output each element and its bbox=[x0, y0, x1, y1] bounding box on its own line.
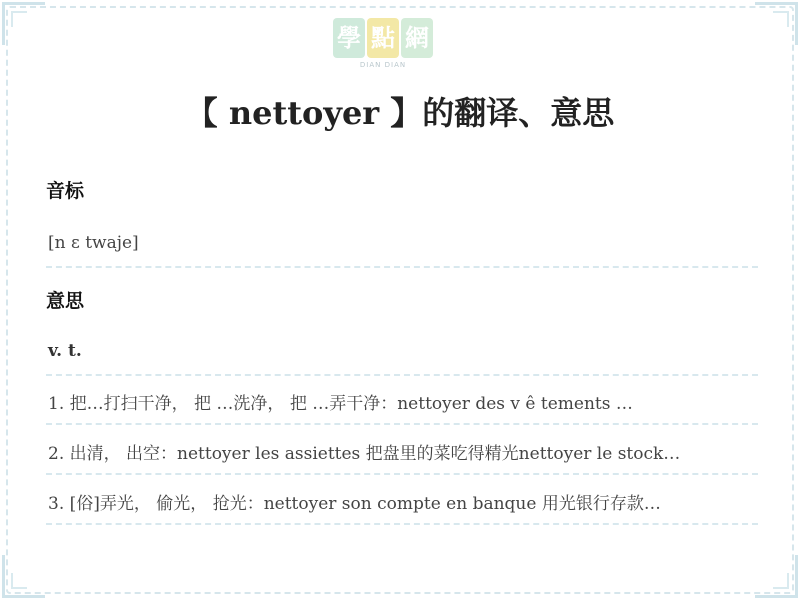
phonetic-text: [n ɛ twaje] bbox=[48, 233, 139, 253]
corner-ornament bbox=[2, 555, 45, 598]
divider bbox=[46, 266, 758, 268]
definition-item: 3. [俗]弄光， 偷光， 抢光：nettoyer son compte en banque 用光银行存款… bbox=[48, 494, 661, 514]
site-logo bbox=[330, 18, 436, 78]
logo-char: 學 bbox=[333, 18, 365, 58]
logo-char: 網 bbox=[401, 18, 433, 58]
corner-ornament bbox=[755, 2, 798, 45]
definition-item: 1. 把…打扫干净， 把 …洗净， 把 …弄干净：nettoyer des v ê tements … bbox=[48, 394, 633, 414]
definition-item: 2. 出清， 出空：nettoyer les assiettes 把盘里的菜吃得精光nettoyer le stock… bbox=[48, 444, 681, 464]
page-title: 【 nettoyer 】的翻译、意思 bbox=[185, 94, 615, 132]
corner-ornament bbox=[755, 555, 798, 598]
meaning-heading: 意思 bbox=[46, 290, 85, 312]
part-of-speech: v. t. bbox=[48, 341, 82, 361]
divider bbox=[46, 473, 758, 475]
logo-char: 點 bbox=[367, 18, 399, 58]
corner-ornament bbox=[2, 2, 45, 45]
divider bbox=[46, 374, 758, 376]
divider bbox=[46, 523, 758, 525]
divider bbox=[46, 423, 758, 425]
phonetic-heading: 音标 bbox=[46, 180, 85, 202]
logo-subtitle: DIAN DIAN bbox=[359, 61, 407, 69]
